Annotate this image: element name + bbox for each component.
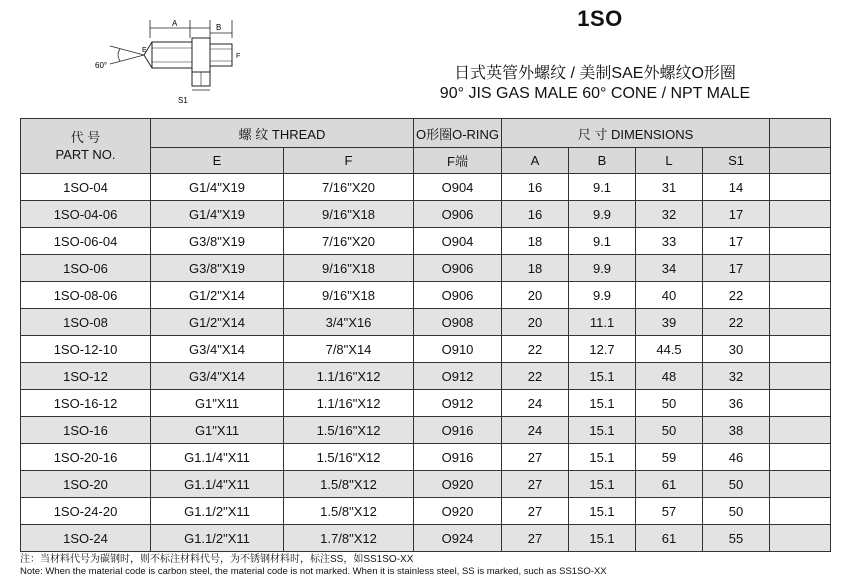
table-row bbox=[21, 255, 831, 282]
cell-dim-b: 15.1 bbox=[569, 525, 636, 552]
cell-part-no: 1SO-06 bbox=[21, 255, 151, 282]
cell-thread-e: G3/8"X19 bbox=[151, 228, 284, 255]
cell-dim-l: 31 bbox=[636, 174, 703, 201]
cell-part-no: 1SO-08-06 bbox=[21, 282, 151, 309]
cell-thread-f: 7/8"X14 bbox=[284, 336, 414, 363]
cell-blank bbox=[770, 444, 831, 471]
cell-dim-a: 27 bbox=[502, 471, 569, 498]
cell-thread-f: 1.7/8"X12 bbox=[284, 525, 414, 552]
cell-dim-b: 12.7 bbox=[569, 336, 636, 363]
cell-dim-a: 24 bbox=[502, 390, 569, 417]
header-part-no bbox=[21, 119, 151, 174]
cell-blank bbox=[770, 471, 831, 498]
header-f-end: F端 bbox=[414, 148, 502, 174]
cell-dim-a: 16 bbox=[502, 174, 569, 201]
cell-dim-s1: 22 bbox=[703, 282, 770, 309]
cell-dim-l: 32 bbox=[636, 201, 703, 228]
table-row bbox=[21, 174, 831, 201]
cell-dim-b: 9.9 bbox=[569, 282, 636, 309]
table-row bbox=[21, 390, 831, 417]
cell-thread-f: 7/16"X20 bbox=[284, 228, 414, 255]
cell-thread-f: 1.1/16"X12 bbox=[284, 363, 414, 390]
cell-dim-a: 27 bbox=[502, 498, 569, 525]
spec-table bbox=[20, 118, 831, 552]
cell-part-no: 1SO-20 bbox=[21, 471, 151, 498]
header-part-no-en: PART NO. bbox=[55, 147, 116, 162]
cell-part-no: 1SO-08 bbox=[21, 309, 151, 336]
header-e: E bbox=[151, 148, 284, 174]
cell-dim-b: 9.9 bbox=[569, 255, 636, 282]
cell-thread-e: G1"X11 bbox=[151, 417, 284, 444]
cell-dim-l: 61 bbox=[636, 471, 703, 498]
cell-blank bbox=[770, 363, 831, 390]
cell-blank bbox=[770, 282, 831, 309]
cell-dim-b: 15.1 bbox=[569, 471, 636, 498]
cell-dim-l: 33 bbox=[636, 228, 703, 255]
cell-blank bbox=[770, 309, 831, 336]
cell-dim-l: 50 bbox=[636, 417, 703, 444]
header-blank bbox=[770, 119, 831, 148]
cell-dim-b: 15.1 bbox=[569, 363, 636, 390]
cell-dim-s1: 32 bbox=[703, 363, 770, 390]
cell-dim-s1: 36 bbox=[703, 390, 770, 417]
header-l: L bbox=[636, 148, 703, 174]
cell-dim-a: 27 bbox=[502, 525, 569, 552]
page-title: 1SO bbox=[577, 6, 623, 31]
table-row bbox=[21, 228, 831, 255]
table-row bbox=[21, 336, 831, 363]
cell-dim-a: 20 bbox=[502, 309, 569, 336]
cell-part-no: 1SO-20-16 bbox=[21, 444, 151, 471]
cell-thread-e: G1/4"X19 bbox=[151, 174, 284, 201]
cell-oring: O906 bbox=[414, 255, 502, 282]
table-row bbox=[21, 282, 831, 309]
cell-dim-a: 18 bbox=[502, 228, 569, 255]
cell-part-no: 1SO-16-12 bbox=[21, 390, 151, 417]
cell-dim-s1: 14 bbox=[703, 174, 770, 201]
cell-part-no: 1SO-12-10 bbox=[21, 336, 151, 363]
cell-oring: O920 bbox=[414, 471, 502, 498]
cell-part-no: 1SO-04-06 bbox=[21, 201, 151, 228]
cell-part-no: 1SO-16 bbox=[21, 417, 151, 444]
dim-s1-label: S1 bbox=[178, 96, 188, 105]
cell-dim-b: 15.1 bbox=[569, 444, 636, 471]
cell-dim-l: 59 bbox=[636, 444, 703, 471]
cell-thread-f: 9/16"X18 bbox=[284, 255, 414, 282]
cell-dim-l: 39 bbox=[636, 309, 703, 336]
header-s1: S1 bbox=[703, 148, 770, 174]
cell-blank bbox=[770, 255, 831, 282]
note-chinese: 注：当材料代号为碳钢时，则不标注材料代号，为不锈钢材料时，标注SS，如SS1SO-XX bbox=[20, 554, 414, 565]
cell-oring: O912 bbox=[414, 363, 502, 390]
cell-blank bbox=[770, 417, 831, 444]
header-f: F bbox=[284, 148, 414, 174]
cell-blank bbox=[770, 498, 831, 525]
cell-dim-l: 48 bbox=[636, 363, 703, 390]
cell-oring: O906 bbox=[414, 282, 502, 309]
cell-thread-f: 1.5/16"X12 bbox=[284, 417, 414, 444]
dim-b-label: B bbox=[216, 23, 222, 32]
table-row bbox=[21, 498, 831, 525]
cell-oring: O904 bbox=[414, 228, 502, 255]
cell-thread-e: G1/2"X14 bbox=[151, 309, 284, 336]
cell-dim-s1: 50 bbox=[703, 498, 770, 525]
cell-dim-l: 50 bbox=[636, 390, 703, 417]
table-row bbox=[21, 309, 831, 336]
cell-dim-a: 20 bbox=[502, 282, 569, 309]
cell-dim-a: 27 bbox=[502, 444, 569, 471]
cell-oring: O916 bbox=[414, 444, 502, 471]
table-row bbox=[21, 525, 831, 552]
cell-blank bbox=[770, 174, 831, 201]
header-part-no-cn: 代 号 bbox=[70, 130, 101, 145]
cell-part-no: 1SO-24 bbox=[21, 525, 151, 552]
cell-blank bbox=[770, 336, 831, 363]
dim-e-label: E bbox=[142, 47, 147, 54]
cell-oring: O904 bbox=[414, 174, 502, 201]
cell-oring: O916 bbox=[414, 417, 502, 444]
cell-blank bbox=[770, 228, 831, 255]
cell-part-no: 1SO-04 bbox=[21, 174, 151, 201]
cell-part-no: 1SO-12 bbox=[21, 363, 151, 390]
cell-dim-l: 61 bbox=[636, 525, 703, 552]
cell-dim-b: 9.1 bbox=[569, 174, 636, 201]
header-dimensions: 尺 寸 DIMENSIONS bbox=[502, 119, 770, 148]
cell-dim-s1: 17 bbox=[703, 255, 770, 282]
subtitle-english: 90° JIS GAS MALE 60° CONE / NPT MALE bbox=[439, 85, 751, 102]
cell-oring: O912 bbox=[414, 390, 502, 417]
table-row bbox=[21, 363, 831, 390]
cell-dim-s1: 22 bbox=[703, 309, 770, 336]
cell-blank bbox=[770, 525, 831, 552]
cell-thread-e: G1.1/2"X11 bbox=[151, 525, 284, 552]
cell-thread-e: G1.1/4"X11 bbox=[151, 444, 284, 471]
cell-thread-e: G3/4"X14 bbox=[151, 336, 284, 363]
cell-blank bbox=[770, 390, 831, 417]
cell-dim-a: 16 bbox=[502, 201, 569, 228]
cell-dim-l: 34 bbox=[636, 255, 703, 282]
cell-dim-l: 44.5 bbox=[636, 336, 703, 363]
cell-part-no: 1SO-06-04 bbox=[21, 228, 151, 255]
note-english: Note: When the material code is carbon steel, the material code is not marked. When it is stainless steel, SS is marked, such as SS1SO-XX bbox=[20, 566, 607, 577]
cell-blank bbox=[770, 201, 831, 228]
cell-oring: O910 bbox=[414, 336, 502, 363]
cell-thread-e: G1.1/2"X11 bbox=[151, 498, 284, 525]
cell-thread-f: 1.1/16"X12 bbox=[284, 390, 414, 417]
cell-thread-e: G1.1/4"X11 bbox=[151, 471, 284, 498]
cell-dim-b: 9.1 bbox=[569, 228, 636, 255]
cell-thread-e: G1/2"X14 bbox=[151, 282, 284, 309]
cell-dim-s1: 38 bbox=[703, 417, 770, 444]
cell-thread-e: G1/4"X19 bbox=[151, 201, 284, 228]
fitting-diagram bbox=[92, 8, 252, 108]
cell-thread-f: 9/16"X18 bbox=[284, 282, 414, 309]
cell-dim-a: 22 bbox=[502, 363, 569, 390]
cell-dim-b: 15.1 bbox=[569, 390, 636, 417]
cell-dim-s1: 55 bbox=[703, 525, 770, 552]
header-b: B bbox=[569, 148, 636, 174]
dim-a-label: A bbox=[172, 19, 178, 28]
header-blank-2 bbox=[770, 148, 831, 174]
header-oring: O形圈O-RING bbox=[414, 119, 502, 148]
cell-dim-s1: 50 bbox=[703, 471, 770, 498]
cell-dim-a: 18 bbox=[502, 255, 569, 282]
cell-dim-s1: 46 bbox=[703, 444, 770, 471]
table-row bbox=[21, 417, 831, 444]
cell-dim-a: 24 bbox=[502, 417, 569, 444]
cell-thread-f: 3/4"X16 bbox=[284, 309, 414, 336]
cell-dim-b: 9.9 bbox=[569, 201, 636, 228]
subtitle-chinese: 日式英管外螺纹 / 美制SAE外螺纹O形圈 bbox=[454, 65, 736, 82]
cell-thread-e: G1"X11 bbox=[151, 390, 284, 417]
table-row bbox=[21, 201, 831, 228]
cell-dim-l: 40 bbox=[636, 282, 703, 309]
cell-thread-f: 9/16"X18 bbox=[284, 201, 414, 228]
cell-dim-b: 11.1 bbox=[569, 309, 636, 336]
spec-table-body bbox=[21, 174, 831, 552]
cell-oring: O920 bbox=[414, 498, 502, 525]
cell-thread-f: 1.5/16"X12 bbox=[284, 444, 414, 471]
cell-oring: O924 bbox=[414, 525, 502, 552]
cell-thread-f: 1.5/8"X12 bbox=[284, 498, 414, 525]
dim-f-label: F bbox=[236, 53, 241, 60]
cell-dim-b: 15.1 bbox=[569, 498, 636, 525]
cell-dim-s1: 17 bbox=[703, 201, 770, 228]
cell-thread-f: 1.5/8"X12 bbox=[284, 471, 414, 498]
table-row bbox=[21, 444, 831, 471]
cell-dim-a: 22 bbox=[502, 336, 569, 363]
cell-part-no: 1SO-24-20 bbox=[21, 498, 151, 525]
cell-dim-l: 57 bbox=[636, 498, 703, 525]
cell-oring: O908 bbox=[414, 309, 502, 336]
cell-dim-s1: 17 bbox=[703, 228, 770, 255]
cell-dim-s1: 30 bbox=[703, 336, 770, 363]
cell-oring: O906 bbox=[414, 201, 502, 228]
cell-dim-b: 15.1 bbox=[569, 417, 636, 444]
cell-thread-e: G3/4"X14 bbox=[151, 363, 284, 390]
table-row bbox=[21, 471, 831, 498]
cell-thread-e: G3/8"X19 bbox=[151, 255, 284, 282]
header-a: A bbox=[502, 148, 569, 174]
angle-label: 60° bbox=[95, 61, 108, 70]
cell-thread-f: 7/16"X20 bbox=[284, 174, 414, 201]
header-thread: 螺 纹 THREAD bbox=[151, 119, 414, 148]
